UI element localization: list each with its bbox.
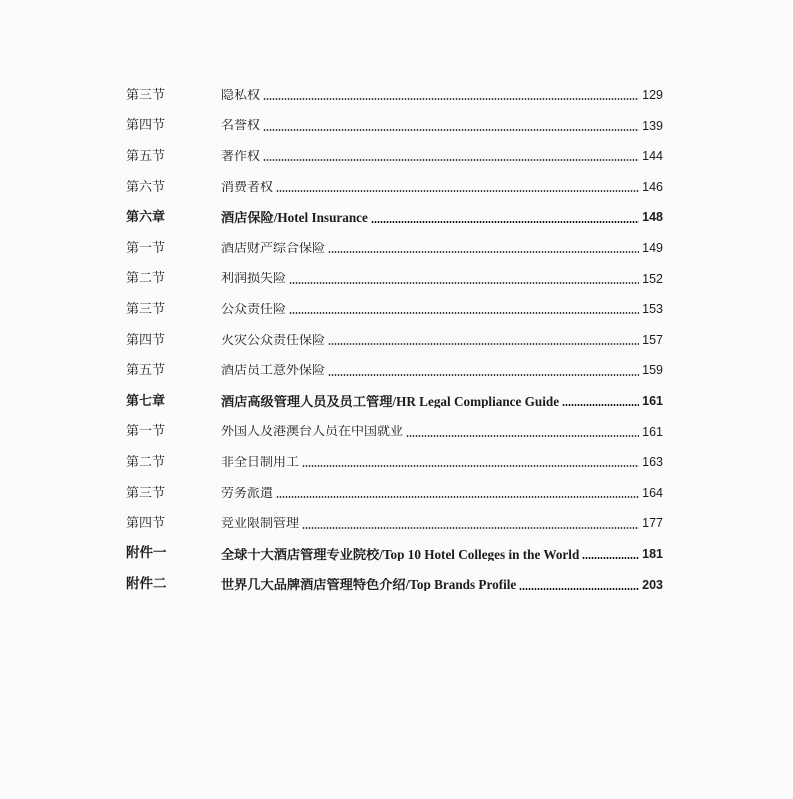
toc-entry-number: 第二节 [126,271,166,287]
toc-entry-page: 144 [642,149,663,163]
toc-entry-title: 竞业限制管理 [221,517,300,531]
toc-entry-page: 163 [642,455,663,469]
toc-entry-title: 隐私权 [221,88,261,102]
toc-entry-page: 181 [642,547,663,561]
toc-entry-title: 利润损失险 [221,272,287,286]
toc-entry-page: 157 [642,333,663,347]
toc-entry-page: 152 [642,272,663,286]
toc-entry [126,141,663,172]
toc-chapter-entry [126,386,663,417]
toc-entry-number: 第五节 [126,148,166,164]
dot-leader [519,588,639,590]
dot-leader [263,98,639,100]
dot-leader [276,496,639,498]
toc-entry-page: 203 [642,578,663,592]
toc-entry-page: 139 [642,119,663,133]
toc-entry-number: 第六章 [126,210,166,226]
table-of-contents [126,80,663,600]
toc-entry-title: 劳务派遣 [221,486,274,500]
toc-entry-title: 公众责任险 [221,302,287,316]
toc-entry [126,172,663,203]
toc-entry-title: 外国人及港澳台人员在中国就业 [221,425,404,439]
toc-entry [126,508,663,539]
toc-entry-number: 第二节 [126,454,166,470]
toc-entry [126,80,663,111]
toc-entry-number: 第五节 [126,363,166,379]
toc-entry-number: 第三节 [126,485,166,501]
toc-chapter-entry [126,202,663,233]
dot-leader [276,190,639,192]
toc-entry-page: 164 [642,486,663,500]
toc-entry-page: 148 [642,211,663,225]
toc-entry-number: 第三节 [126,301,166,317]
toc-entry-title: 非全日制用工 [221,455,300,469]
toc-entry [126,294,663,325]
toc-entry-title: 酒店高级管理人员及员工管理/HR Legal Compliance Guide [221,394,560,408]
toc-entry-title: 世界几大品牌酒店管理特色介绍/Top Brands Profile [221,578,517,592]
toc-entry-title: 火灾公众责任保险 [221,333,326,347]
dot-leader [328,374,639,376]
toc-entry-page: 153 [642,302,663,316]
dot-leader [562,404,639,406]
toc-entry-title: 全球十大酒店管理专业院校/Top 10 Hotel Colleges in the World [221,547,580,561]
dot-leader [582,557,639,559]
toc-entry-title: 酒店保险/Hotel Insurance [221,211,368,225]
dot-leader [371,221,639,223]
toc-entry [126,325,663,356]
toc-entry-page: 177 [642,517,663,531]
toc-appendix-entry [126,539,663,570]
toc-entry-number: 附件二 [126,576,167,593]
toc-entry-page: 161 [642,425,663,439]
toc-entry [126,478,663,509]
toc-entry-number: 第六节 [126,179,166,195]
dot-leader [406,435,639,437]
toc-entry [126,355,663,386]
toc-entry-number: 第三节 [126,87,166,103]
toc-appendix-entry [126,570,663,601]
toc-entry [126,417,663,448]
toc-entry [126,447,663,478]
dot-leader [289,312,639,314]
toc-entry-title: 酒店财产综合保险 [221,241,326,255]
toc-entry [126,233,663,264]
dot-leader [289,282,639,284]
toc-entry-title: 名誉权 [221,119,261,133]
toc-entry-number: 第四节 [126,118,166,134]
toc-entry [126,264,663,295]
toc-entry [126,111,663,142]
toc-entry-title: 消费者权 [221,180,274,194]
dot-leader [328,343,639,345]
toc-entry-title: 酒店员工意外保险 [221,364,326,378]
dot-leader [328,251,639,253]
dot-leader [302,465,639,467]
toc-entry-number: 第四节 [126,516,166,532]
toc-entry-page: 159 [642,364,663,378]
toc-entry-page: 149 [642,241,663,255]
toc-entry-number: 附件一 [126,545,167,562]
toc-entry-page: 129 [642,88,663,102]
toc-entry-number: 第一节 [126,424,166,440]
dot-leader [263,129,639,131]
toc-entry-page: 161 [642,394,663,408]
toc-entry-number: 第四节 [126,332,166,348]
toc-entry-page: 146 [642,180,663,194]
toc-entry-title: 著作权 [221,149,261,163]
dot-leader [263,159,639,161]
toc-entry-number: 第一节 [126,240,166,256]
toc-entry-number: 第七章 [126,393,166,409]
dot-leader [302,527,639,529]
